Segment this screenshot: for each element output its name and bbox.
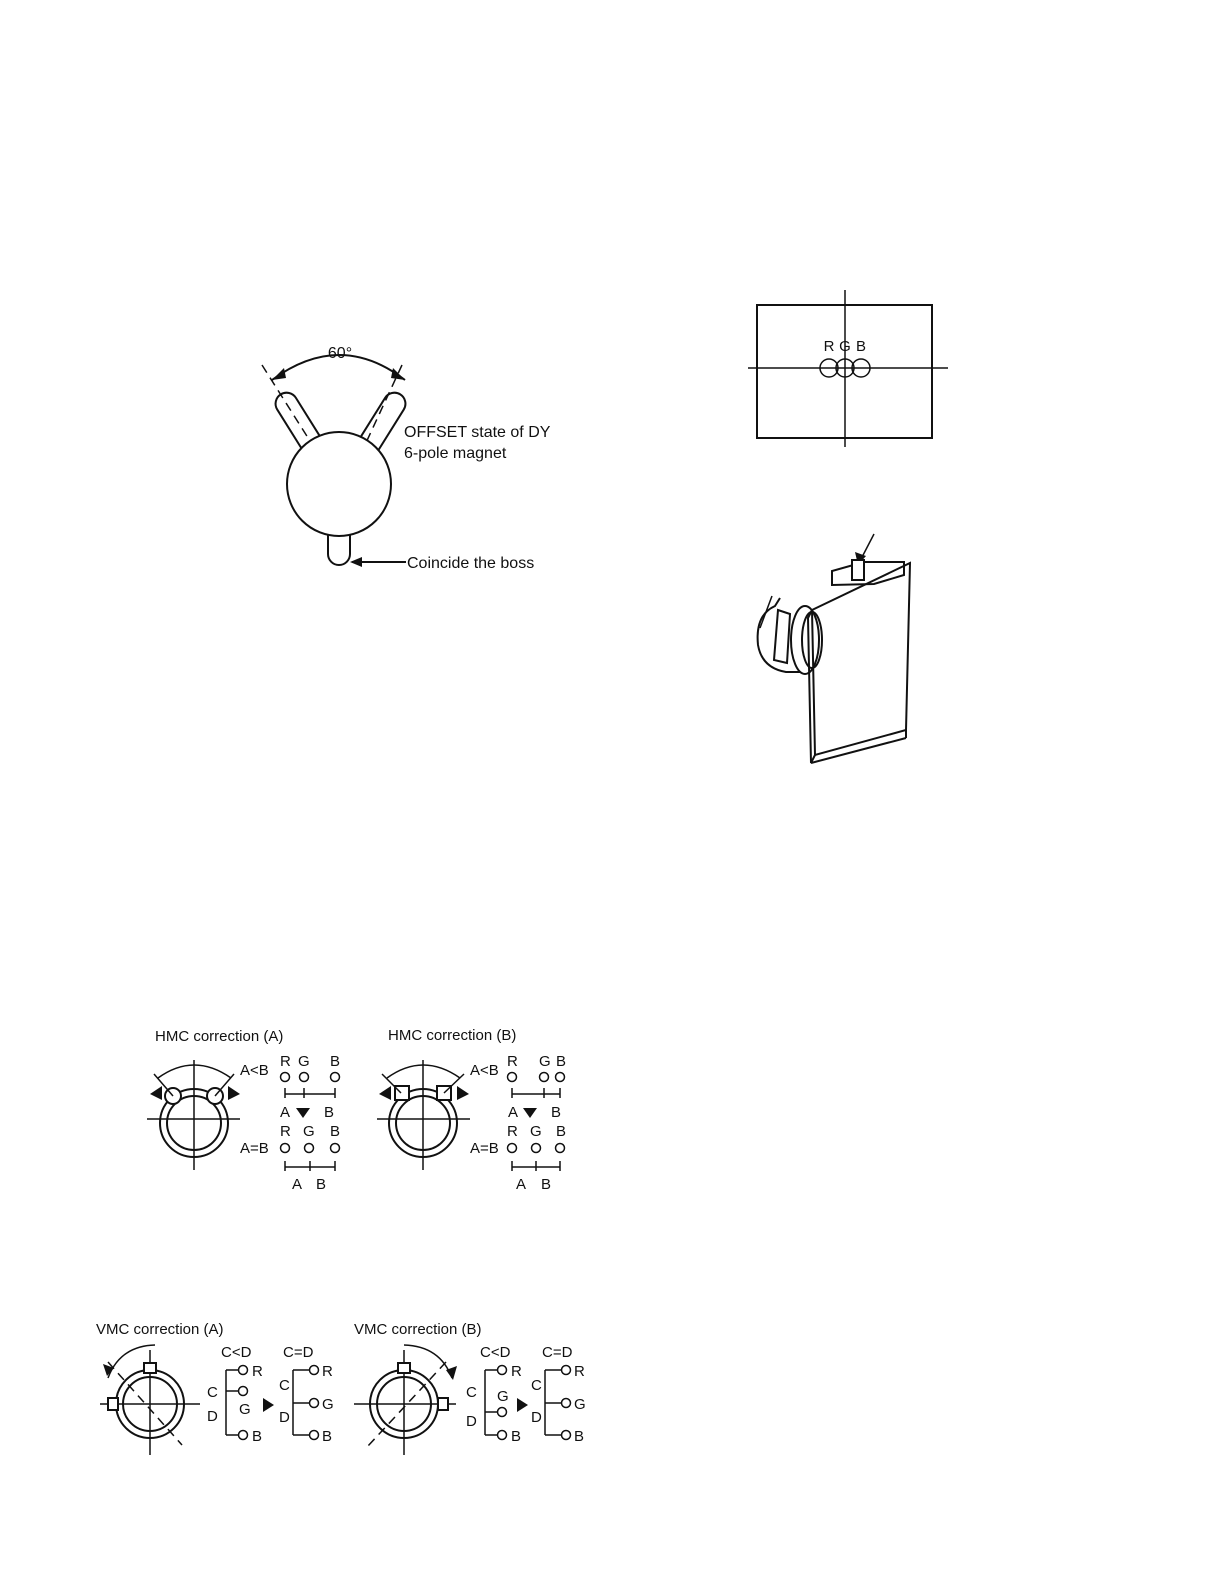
angle-label: 60° bbox=[327, 345, 353, 362]
hmc-b-title: HMC correction (B) bbox=[388, 1027, 517, 1044]
hmc-b-dot-r-top bbox=[508, 1073, 517, 1082]
hmc-a-b-dim-top: B bbox=[324, 1104, 335, 1121]
hmc-a-dot-g-top bbox=[300, 1073, 309, 1082]
vmc-a-right-arrow bbox=[263, 1398, 274, 1412]
arc-arrow-right bbox=[391, 368, 405, 380]
vmc-b-c-before: C bbox=[466, 1384, 477, 1401]
vmc-a-c-before: C bbox=[207, 1384, 218, 1401]
hmc-a-dot-g-bottom bbox=[305, 1144, 314, 1153]
boss-label: Coincide the boss bbox=[407, 555, 535, 572]
hmc-a-dot-r-bottom bbox=[281, 1144, 290, 1153]
hmc-b-dot-b-bottom bbox=[556, 1144, 565, 1153]
hmc-b-b-bottom: B bbox=[556, 1123, 567, 1140]
adjust-knob bbox=[852, 560, 864, 580]
vmc-b-c-after: C bbox=[531, 1377, 542, 1394]
hmc-a-g-bottom: G bbox=[303, 1123, 315, 1140]
hmc-b-r-top: R bbox=[507, 1053, 518, 1070]
vmc-b-after-cond: C=D bbox=[542, 1344, 573, 1361]
vmc-b-b-after: B bbox=[574, 1428, 585, 1445]
hmc-b-r-bottom: R bbox=[507, 1123, 518, 1140]
neck-clamp bbox=[774, 610, 790, 663]
hmc-b-a-top: A bbox=[508, 1104, 519, 1121]
vmc-b-g-before: G bbox=[497, 1388, 509, 1405]
vmc-b-dot-g-after bbox=[562, 1399, 571, 1408]
hmc-b-a-bottom: A bbox=[516, 1176, 527, 1193]
hmc-a-b-bottom: B bbox=[330, 1123, 341, 1140]
hmc-a-g-top: G bbox=[298, 1053, 310, 1070]
magnet-ring bbox=[287, 432, 391, 536]
vmc-b-dot-b-before bbox=[498, 1431, 507, 1440]
vmc-b-right-arrow bbox=[517, 1398, 528, 1412]
hmc-a-dot-b-top bbox=[331, 1073, 340, 1082]
yoke-ring-outer bbox=[791, 606, 819, 674]
hmc-a-dot-b-bottom bbox=[331, 1144, 340, 1153]
hmc-a-dot-r-top bbox=[281, 1073, 290, 1082]
vmc-b-dot-r-after bbox=[562, 1366, 571, 1375]
vmc-b-tab-top bbox=[398, 1363, 410, 1373]
crt-lead-wire bbox=[760, 596, 772, 628]
vmc-b-d-after: D bbox=[531, 1409, 542, 1426]
vmc-a-dot-b-before bbox=[239, 1431, 248, 1440]
vmc-a-dot-g-after bbox=[310, 1399, 319, 1408]
hmc-a-a-bottom: A bbox=[292, 1176, 303, 1193]
vmc-b-title: VMC correction (B) bbox=[354, 1321, 482, 1338]
vmc-a-dot-b-after bbox=[310, 1431, 319, 1440]
hmc-b-before-cond: A<B bbox=[470, 1062, 499, 1079]
hmc-a-title: HMC correction (A) bbox=[155, 1028, 284, 1045]
vmc-b-d-before: D bbox=[466, 1413, 477, 1430]
rgb-screen-figure bbox=[748, 290, 948, 447]
vmc-correction-a bbox=[96, 1321, 334, 1455]
hmc-b-g-bottom: G bbox=[530, 1123, 542, 1140]
control-block bbox=[832, 562, 904, 585]
vmc-b-g-after: G bbox=[574, 1396, 586, 1413]
vmc-a-after-cond: C=D bbox=[283, 1344, 314, 1361]
hmc-b-dot-r-bottom bbox=[508, 1144, 517, 1153]
hmc-a-b-dim-bottom: B bbox=[316, 1176, 327, 1193]
vmc-b-b-before: B bbox=[511, 1428, 522, 1445]
hmc-b-dot-g-bottom bbox=[532, 1144, 541, 1153]
hmc-a-after-cond: A=B bbox=[240, 1140, 269, 1157]
board-panel bbox=[812, 563, 910, 755]
vmc-a-d-before: D bbox=[207, 1408, 218, 1425]
hmc-a-b-top: B bbox=[330, 1053, 341, 1070]
vmc-a-b-after: B bbox=[322, 1428, 333, 1445]
vmc-b-dot-r-before bbox=[498, 1366, 507, 1375]
vmc-a-before-cond: C<D bbox=[221, 1344, 252, 1361]
hmc-a-rotate-arrow-left bbox=[150, 1086, 162, 1100]
vmc-b-tab-right bbox=[438, 1398, 448, 1410]
vmc-a-dot-r-before bbox=[239, 1366, 248, 1375]
boss-leader-arrow bbox=[350, 557, 362, 567]
vmc-a-r-before: R bbox=[252, 1363, 263, 1380]
hmc-b-g-top: G bbox=[539, 1053, 551, 1070]
hmc-a-a-top: A bbox=[280, 1104, 291, 1121]
vmc-a-tab-left bbox=[108, 1398, 118, 1410]
vmc-a-title: VMC correction (A) bbox=[96, 1321, 224, 1338]
hmc-b-b-dim-bottom: B bbox=[541, 1176, 552, 1193]
vmc-b-arc bbox=[404, 1345, 452, 1378]
hmc-b-after-cond: A=B bbox=[470, 1140, 499, 1157]
hmc-b-b-top: B bbox=[556, 1053, 567, 1070]
offset-magnet-figure bbox=[262, 345, 551, 572]
offset-label-line2: 6-pole magnet bbox=[404, 445, 507, 462]
hmc-b-rotate-arrow-right bbox=[457, 1086, 469, 1100]
vmc-a-g-after: G bbox=[322, 1396, 334, 1413]
hmc-a-r-top: R bbox=[280, 1053, 291, 1070]
hmc-correction-a bbox=[147, 1028, 340, 1193]
hmc-b-b-dim-top: B bbox=[551, 1104, 562, 1121]
hmc-a-before-cond: A<B bbox=[240, 1062, 269, 1079]
screen-label-g: G bbox=[839, 338, 851, 355]
vmc-a-g-before: G bbox=[239, 1401, 251, 1418]
hmc-a-down-arrow bbox=[296, 1108, 310, 1118]
vmc-a-r-after: R bbox=[322, 1363, 333, 1380]
vmc-b-before-cond: C<D bbox=[480, 1344, 511, 1361]
screen-label-r: R bbox=[823, 338, 835, 355]
crt-board-figure bbox=[758, 534, 910, 763]
hmc-correction-b bbox=[377, 1027, 566, 1193]
hmc-a-r-bottom: R bbox=[280, 1123, 291, 1140]
vmc-b-r-before: R bbox=[511, 1363, 522, 1380]
vmc-a-b-before: B bbox=[252, 1428, 263, 1445]
vmc-a-dot-r-after bbox=[310, 1366, 319, 1375]
offset-label-line1: OFFSET state of DY bbox=[404, 424, 551, 441]
screen-label-b: B bbox=[855, 338, 867, 355]
vmc-correction-b bbox=[354, 1321, 586, 1455]
vmc-a-dot-g-before bbox=[239, 1387, 248, 1396]
vmc-b-r-after: R bbox=[574, 1363, 585, 1380]
hmc-b-dot-b-top bbox=[556, 1073, 565, 1082]
board-bottom-edge bbox=[811, 738, 906, 763]
hmc-b-rotate-arrow-left bbox=[379, 1086, 391, 1100]
vmc-b-dot-g-before bbox=[498, 1408, 507, 1417]
vmc-b-dot-b-after bbox=[562, 1431, 571, 1440]
hmc-a-rotate-arrow-right bbox=[228, 1086, 240, 1100]
vmc-a-d-after: D bbox=[279, 1409, 290, 1426]
vmc-a-c-after: C bbox=[279, 1377, 290, 1394]
hmc-b-dot-g-top bbox=[540, 1073, 549, 1082]
arc-arrow-left bbox=[272, 368, 286, 380]
hmc-b-down-arrow bbox=[523, 1108, 537, 1118]
vmc-a-tab-top bbox=[144, 1363, 156, 1373]
